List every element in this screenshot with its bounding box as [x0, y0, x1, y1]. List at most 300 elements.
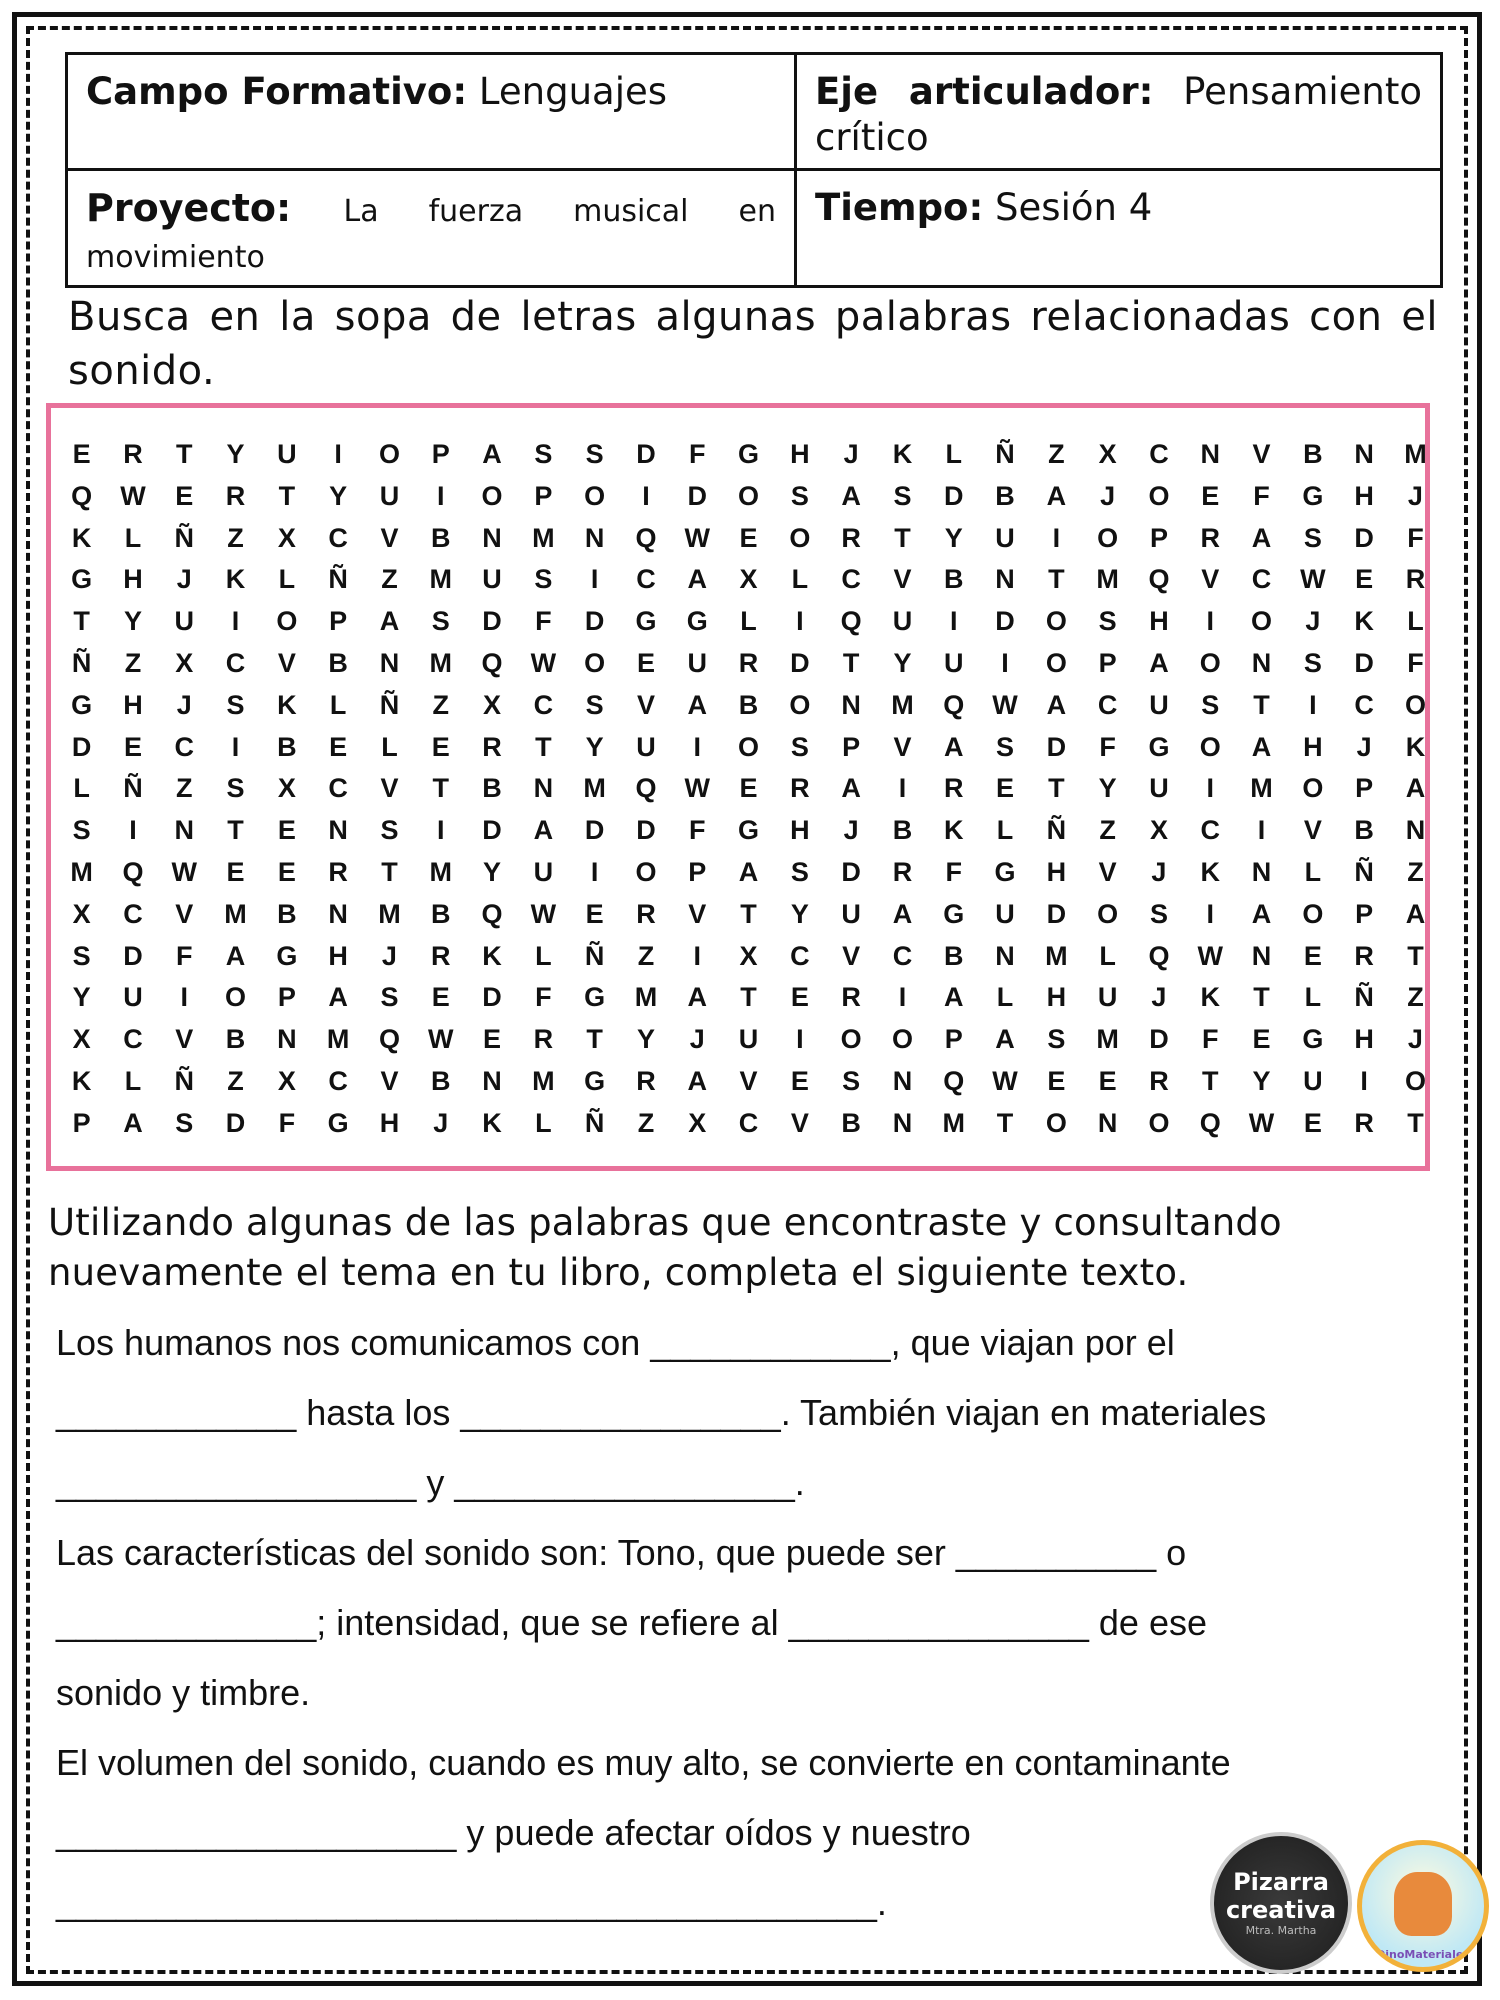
word-search-letter: O	[1148, 1107, 1170, 1138]
word-search-letter: A	[1046, 480, 1067, 511]
word-search-letter: Y	[329, 480, 348, 511]
word-search-letter: O	[276, 606, 298, 637]
word-search-letter: L	[381, 731, 398, 762]
word-search-letter: A	[1251, 898, 1272, 929]
word-search-letter: I	[949, 606, 958, 637]
word-search-letter: K	[943, 815, 964, 846]
header-table	[65, 52, 1443, 288]
word-search-letter: N	[328, 815, 348, 846]
word-search-letter: L	[740, 606, 757, 637]
word-search-letter: T	[842, 648, 860, 678]
word-search-letter: W	[120, 480, 146, 511]
word-search-letter: J	[843, 815, 859, 846]
word-search-letter: X	[483, 689, 502, 720]
eje-articulador-label: Eje articulador:	[815, 70, 1154, 113]
word-search-letter: O	[1045, 606, 1067, 637]
word-search-letter: K	[225, 564, 246, 595]
word-search-letter: Z	[432, 689, 449, 720]
word-search-letter: G	[635, 606, 657, 637]
word-search-letter: X	[1149, 815, 1168, 846]
word-search-row	[51, 518, 1425, 558]
fill-in-line-8: ____________________ y puede afectar oídos y nuestro	[56, 1812, 971, 1853]
word-search-letter: E	[1303, 1107, 1322, 1138]
word-search-letter: E	[1303, 940, 1322, 971]
word-search-letter: D	[584, 606, 605, 637]
word-search-letter: Q	[635, 522, 657, 553]
word-search-letter: O	[635, 857, 657, 887]
word-search-letter: D	[1046, 898, 1067, 929]
word-search-letter: X	[72, 898, 91, 929]
word-search-letter: P	[688, 857, 707, 887]
word-search-letter: I	[898, 773, 907, 804]
word-search-letter: C	[174, 731, 194, 762]
word-search-letter: B	[892, 815, 913, 846]
word-search-letter: D	[636, 439, 656, 469]
word-search-letter: O	[1045, 1107, 1067, 1138]
fill-in-line-7: El volumen del sonido, cuando es muy alto, se convierte en contaminante	[56, 1742, 1231, 1783]
word-search-letter: Ñ	[995, 439, 1015, 469]
word-search-letter: L	[996, 815, 1014, 846]
word-search-letter: N	[1200, 439, 1220, 469]
word-search-letter: Y	[123, 606, 142, 637]
word-search-grid	[46, 403, 1430, 1171]
word-search-letter: X	[175, 648, 194, 678]
word-search-letter: Q	[1148, 940, 1170, 971]
word-search-letter: X	[688, 1107, 707, 1138]
word-search-letter: L	[1304, 982, 1322, 1013]
logo1-signature: Mtra. Martha	[1245, 1924, 1317, 1937]
word-search-letter: M	[70, 857, 93, 887]
word-search-letter: E	[996, 773, 1015, 804]
word-search-letter: F	[688, 815, 706, 846]
word-search-letter: S	[226, 773, 245, 804]
word-search-letter: K	[277, 689, 297, 720]
word-search-letter: U	[533, 857, 554, 887]
word-search-letter: A	[687, 1066, 707, 1096]
word-search-letter: F	[1407, 648, 1424, 678]
word-search-letter: L	[1099, 940, 1116, 971]
word-search-letter: Q	[71, 480, 93, 511]
word-search-letter: G	[584, 982, 606, 1013]
word-search-letter: B	[1354, 815, 1374, 846]
word-search-letter: Y	[72, 982, 91, 1013]
word-search-letter: D	[123, 940, 143, 971]
word-search-letter: K	[1200, 857, 1220, 887]
word-search-letter: L	[124, 522, 142, 553]
word-search-letter: I	[590, 857, 599, 887]
word-search-letter: W	[1248, 1107, 1275, 1138]
word-search-letter: P	[534, 480, 553, 511]
word-search-letter: V	[1098, 857, 1117, 887]
word-search-letter: V	[893, 564, 912, 595]
word-search-letter: W	[428, 1024, 454, 1055]
word-search-letter: I	[1257, 815, 1266, 846]
word-search-letter: L	[791, 564, 809, 595]
word-search-letter: M	[429, 564, 452, 595]
word-search-row	[51, 852, 1425, 892]
word-search-letter: E	[483, 1024, 502, 1055]
word-search-letter: O	[738, 480, 760, 511]
word-search-letter: C	[328, 522, 348, 553]
word-search-letter: H	[1046, 982, 1067, 1013]
word-search-letter: S	[72, 940, 91, 971]
word-search-letter: N	[1354, 439, 1374, 469]
word-search-letter: J	[1151, 982, 1167, 1013]
word-search-letter: M	[1045, 940, 1068, 971]
word-search-letter: I	[590, 564, 599, 595]
word-search-letter: I	[129, 815, 137, 846]
word-search-letter: E	[636, 648, 655, 678]
word-search-letter: D	[1149, 1024, 1169, 1055]
word-search-letter: S	[1149, 898, 1168, 929]
proyecto-value: La fuerza musical en movimiento	[86, 193, 777, 275]
word-search-letter: H	[123, 564, 143, 595]
word-search-letter: T	[894, 522, 911, 553]
word-search-letter: R	[430, 940, 451, 971]
word-search-letter: Y	[636, 1024, 655, 1055]
word-search-letter: U	[1149, 773, 1169, 804]
word-search-letter: T	[1048, 564, 1065, 595]
word-search-letter: V	[790, 1107, 809, 1138]
word-search-letter: M	[1250, 773, 1273, 804]
word-search-letter: L	[945, 439, 962, 469]
word-search-letter: J	[176, 689, 192, 720]
word-search-letter: M	[583, 773, 606, 804]
word-search-letter: Ñ	[71, 648, 92, 678]
word-search-letter: Ñ	[174, 1066, 194, 1096]
word-search-letter: X	[277, 773, 296, 804]
word-search-letter: J	[843, 439, 859, 469]
campo-formativo-label: Campo Formativo:	[86, 70, 468, 113]
word-search-letter: S	[842, 1066, 861, 1096]
word-search-letter: I	[1206, 898, 1214, 929]
word-search-letter: V	[380, 1066, 399, 1096]
word-search-letter: G	[71, 564, 93, 595]
word-search-letter: K	[1200, 982, 1220, 1013]
word-search-letter: C	[123, 1024, 143, 1055]
campo-formativo-cell	[67, 54, 796, 170]
word-search-letter: B	[482, 773, 502, 804]
word-search-letter: P	[277, 982, 296, 1013]
word-search-letter: A	[943, 731, 964, 762]
word-search-letter: N	[584, 522, 605, 553]
word-search-letter: W	[684, 522, 710, 553]
word-search-row	[51, 476, 1425, 516]
word-search-letter: E	[1355, 564, 1374, 595]
word-search-letter: E	[123, 731, 142, 762]
word-search-letter: L	[996, 982, 1014, 1013]
word-search-letter: N	[379, 648, 400, 678]
word-search-row	[51, 1019, 1425, 1059]
word-search-letter: V	[175, 898, 194, 929]
word-search-letter: L	[278, 564, 296, 595]
word-search-letter: G	[584, 1066, 606, 1096]
word-search-row	[51, 434, 1425, 474]
word-search-letter: P	[1098, 648, 1117, 678]
tiempo-label: Tiempo:	[815, 185, 984, 229]
word-search-letter: Y	[483, 857, 502, 887]
fill-in-line-2: ____________ hasta los ________________. También viajan en materiales	[56, 1392, 1267, 1433]
word-search-letter: Z	[637, 1107, 655, 1138]
word-search-letter: S	[431, 606, 450, 637]
word-search-letter: A	[841, 773, 861, 804]
word-search-letter: E	[277, 815, 296, 846]
word-search-letter: N	[277, 1024, 297, 1055]
word-search-letter: O	[1404, 1066, 1426, 1096]
word-search-letter: U	[841, 898, 861, 929]
word-search-letter: E	[790, 1066, 809, 1096]
word-search-letter: B	[328, 648, 348, 678]
word-search-letter: F	[688, 439, 706, 469]
word-search-letter: U	[1097, 982, 1118, 1013]
word-search-letter: Q	[635, 773, 657, 804]
word-search-letter: J	[433, 1107, 449, 1138]
word-search-letter: M	[942, 1107, 965, 1138]
word-search-letter: T	[1048, 773, 1065, 804]
word-search-letter: D	[225, 1107, 246, 1138]
word-search-row	[51, 768, 1425, 808]
tiempo-cell	[796, 169, 1442, 286]
word-search-letter: T	[278, 480, 296, 511]
word-search-letter: G	[943, 898, 965, 929]
word-search-letter: U	[1149, 689, 1169, 720]
word-search-letter: W	[171, 857, 197, 887]
word-search-letter: E	[226, 857, 245, 887]
word-search-letter: G	[327, 1107, 349, 1138]
word-search-letter: Ñ	[584, 1107, 605, 1138]
word-search-letter: U	[174, 606, 194, 637]
word-search-letter: N	[1405, 815, 1426, 846]
word-search-letter: S	[1201, 689, 1220, 720]
word-search-letter: C	[636, 564, 656, 595]
word-search-letter: M	[891, 689, 914, 720]
word-search-letter: N	[995, 940, 1015, 971]
word-search-letter: T	[586, 1024, 603, 1055]
word-search-letter: V	[380, 773, 399, 804]
word-search-letter: L	[1407, 606, 1424, 637]
word-search-letter: X	[277, 1066, 296, 1096]
word-search-letter: A	[1405, 898, 1426, 929]
word-search-letter: S	[380, 815, 399, 846]
word-search-letter: B	[277, 898, 297, 929]
word-search-letter: V	[1303, 815, 1322, 846]
word-search-letter: N	[482, 1066, 502, 1096]
word-search-letter: A	[841, 480, 861, 511]
word-search-letter: U	[687, 648, 707, 678]
word-search-letter: O	[1404, 689, 1426, 720]
word-search-letter: C	[841, 564, 861, 595]
word-search-letter: E	[431, 982, 450, 1013]
word-search-letter: A	[1046, 689, 1067, 720]
word-search-letter: Y	[1098, 773, 1117, 804]
tiempo-value: Sesión 4	[995, 185, 1153, 229]
word-search-letter: D	[482, 982, 502, 1013]
word-search-letter: G	[1302, 480, 1324, 511]
word-search-letter: X	[277, 522, 296, 553]
word-search-letter: D	[584, 815, 605, 846]
word-search-letter: F	[175, 940, 193, 971]
word-search-letter: M	[326, 1024, 350, 1055]
word-search-letter: O	[1045, 648, 1067, 678]
word-search-letter: K	[1354, 606, 1374, 637]
dino-materiales-logo	[1357, 1840, 1489, 1972]
word-search-letter: K	[482, 940, 502, 971]
word-search-letter: S	[534, 439, 553, 469]
word-search-letter: U	[277, 439, 297, 469]
word-search-letter: B	[738, 689, 759, 720]
word-search-letter: I	[1206, 773, 1214, 804]
word-search-letter: T	[740, 982, 757, 1013]
word-search-row	[51, 1061, 1425, 1101]
logo1-line2: creativa	[1225, 1896, 1337, 1924]
word-search-letter: D	[841, 857, 861, 887]
word-search-letter: G	[994, 857, 1016, 887]
word-search-letter: P	[329, 606, 348, 637]
word-search-letter: K	[1405, 731, 1426, 762]
word-search-letter: E	[277, 857, 296, 887]
word-search-letter: E	[329, 731, 348, 762]
word-search-letter: F	[278, 1107, 296, 1138]
word-search-letter: Q	[943, 689, 965, 720]
word-search-letter: L	[329, 689, 347, 720]
word-search-letter: R	[790, 773, 810, 804]
word-search-letter: N	[1251, 648, 1272, 678]
word-search-letter: W	[1300, 564, 1326, 595]
word-search-letter: W	[684, 773, 710, 804]
word-search-letter: O	[738, 731, 760, 762]
word-search-letter: W	[992, 689, 1018, 720]
word-search-letter: S	[585, 689, 604, 720]
word-search-letter: B	[943, 564, 964, 595]
word-search-letter: Y	[893, 648, 912, 678]
word-search-letter: A	[328, 982, 348, 1013]
word-search-letter: N	[841, 689, 861, 720]
word-search-letter: D	[687, 480, 707, 511]
dinosaur-icon	[1394, 1872, 1452, 1936]
word-search-letter: V	[739, 1066, 758, 1096]
word-search-letter: X	[72, 1024, 91, 1055]
word-search-letter: B	[430, 522, 451, 553]
word-search-letter: O	[584, 480, 606, 511]
word-search-letter: Z	[175, 773, 193, 804]
word-search-letter: A	[687, 982, 707, 1013]
word-search-letter: K	[71, 522, 92, 553]
logo1-line1: Pizarra	[1233, 1868, 1329, 1896]
word-search-letter: A	[738, 857, 759, 887]
word-search-letter: J	[381, 940, 397, 971]
word-search-letter: Z	[1048, 439, 1065, 469]
word-search-letter: S	[1098, 606, 1117, 637]
word-search-letter: S	[790, 480, 809, 511]
word-search-letter: C	[225, 648, 246, 678]
pizarra-creativa-logo	[1210, 1832, 1352, 1974]
word-search-letter: Ñ	[1354, 982, 1374, 1013]
word-search-letter: I	[796, 1024, 804, 1055]
word-search-letter: S	[226, 689, 245, 720]
word-search-letter: U	[995, 898, 1015, 929]
word-search-letter: E	[1047, 1066, 1066, 1096]
fill-in-line-6: sonido y timbre.	[56, 1672, 311, 1713]
word-search-letter: S	[1303, 648, 1322, 678]
word-search-letter: G	[686, 606, 708, 637]
word-search-letter: P	[944, 1024, 963, 1055]
word-search-letter: Z	[227, 522, 244, 553]
word-search-letter: S	[72, 815, 91, 846]
word-search-row	[51, 810, 1425, 850]
word-search-letter: T	[1253, 689, 1270, 720]
word-search-letter: V	[636, 689, 655, 720]
word-search-letter: Z	[124, 648, 142, 678]
word-search-letter: Z	[1407, 982, 1424, 1013]
word-search-letter: C	[1149, 439, 1169, 469]
word-search-letter: T	[996, 1107, 1014, 1138]
word-search-row	[51, 977, 1425, 1017]
word-search-letter: V	[277, 648, 296, 678]
word-search-letter: L	[535, 1107, 552, 1138]
word-search-letter: I	[436, 815, 445, 846]
word-search-letter: G	[276, 940, 298, 971]
word-search-letter: D	[995, 606, 1015, 637]
word-search-row	[51, 601, 1425, 641]
word-search-letter: P	[1355, 898, 1374, 929]
proyecto-cell	[67, 169, 796, 286]
word-search-letter: H	[790, 815, 810, 846]
word-search-letter: N	[533, 773, 554, 804]
word-search-letter: S	[893, 480, 912, 511]
word-search-letter: C	[533, 689, 554, 720]
word-search-letter: H	[328, 940, 348, 971]
word-search-letter: U	[482, 564, 502, 595]
word-search-letter: Q	[943, 1066, 965, 1096]
word-search-letter: I	[231, 606, 240, 637]
word-search-letter: Y	[790, 898, 809, 929]
word-search-letter: C	[1097, 689, 1118, 720]
fill-in-line-9: _________________________________________.	[56, 1882, 887, 1923]
word-search-letter: T	[535, 731, 552, 762]
word-search-letter: D	[71, 731, 92, 762]
word-search-letter: E	[1201, 480, 1220, 511]
word-search-letter: I	[180, 982, 188, 1013]
instructions: Busca en la sopa de letras algunas palabras relacionadas con el sonido.	[68, 294, 1438, 394]
word-search-letter: G	[738, 815, 760, 846]
word-search-letter: O	[789, 689, 811, 720]
word-search-letter: M	[1096, 1024, 1119, 1055]
word-search-letter: O	[1097, 898, 1119, 929]
word-search-letter: V	[380, 522, 399, 553]
word-search-letter: R	[1354, 1107, 1374, 1138]
word-search-letter: U	[123, 982, 143, 1013]
word-search-letter: A	[379, 606, 400, 637]
word-search-row	[51, 643, 1425, 683]
word-search-letter: R	[738, 648, 759, 678]
word-search-letter: F	[1407, 522, 1424, 553]
word-search-letter: E	[72, 439, 91, 469]
word-search-letter: N	[1251, 857, 1272, 887]
word-search-letter: D	[482, 606, 502, 637]
word-search-letter: I	[1360, 1066, 1368, 1096]
word-search-letter: E	[739, 773, 758, 804]
word-search-letter: W	[992, 1066, 1018, 1096]
word-search-letter: Ñ	[1046, 815, 1067, 846]
word-search-letter: F	[945, 857, 962, 887]
word-search-letter: Z	[1407, 857, 1424, 887]
word-search-letter: O	[378, 439, 400, 469]
word-search-letter: B	[430, 1066, 451, 1096]
word-search-letter: Z	[227, 1066, 244, 1096]
eje-articulador-cell	[796, 54, 1442, 170]
word-search-letter: L	[124, 1066, 142, 1096]
word-search-letter: I	[898, 982, 907, 1013]
